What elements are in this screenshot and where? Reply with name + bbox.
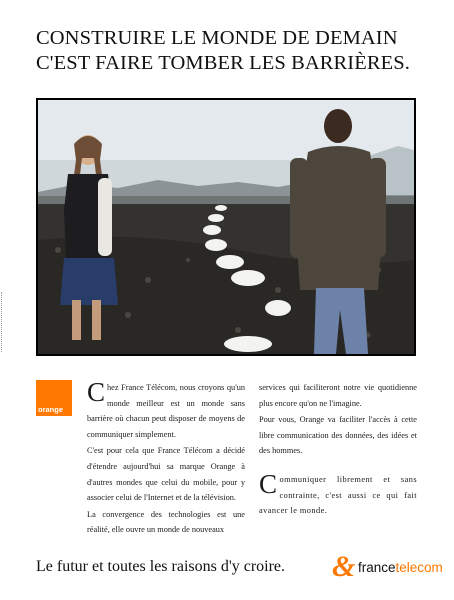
headline-line-1: CONSTRUIRE LE MONDE DE DEMAIN — [36, 27, 398, 49]
col1-paragraph-1-text: hez France Télécom, nous croyons qu'un monde meilleur est un monde sans barrière où chacun peut disposer de moyens de communiquer simplement. — [87, 383, 245, 439]
orange-logo — [36, 380, 72, 416]
col1-paragraph-3: La convergence des technologies est une réalité, elle ouvre un monde de nouveaux — [87, 509, 245, 535]
paragraph-spacer — [259, 460, 417, 472]
col2-paragraph-3 — [259, 468, 417, 519]
col1-paragraph-2: C'est pour cela que France Télécom a décidé d'étendre aujourd'hui sa marque Orange à d'autres mondes que celui du mobile, pour y associer celui de l'Internet et de la télévision. — [87, 446, 245, 503]
footer — [36, 550, 446, 583]
photo-frame — [36, 98, 416, 356]
headline-line-2: C'EST FAIRE TOMBER LES BARRIÈRES. — [36, 52, 410, 74]
col2-paragraph-2: Pour vous, Orange va faciliter l'accès à cette libre communication des données, des idées et des hommes. — [259, 415, 417, 456]
brand-france: france — [358, 560, 396, 575]
beach-photo — [38, 100, 414, 354]
ampersand-logo: & — [332, 550, 356, 583]
orange-logo-text: orange — [38, 405, 64, 414]
brand-telecom: telecom — [395, 560, 443, 575]
beach-illustration — [38, 100, 414, 354]
col1-paragraph-1 — [87, 377, 245, 442]
dropcap-c: C — [87, 377, 106, 407]
col2-paragraph-1: services qui faciliteront notre vie quotidienne plus encore qu'on ne l'imagine. — [259, 383, 417, 408]
body-column-2 — [259, 380, 417, 520]
france-telecom-wordmark — [358, 560, 443, 575]
dropcap-c-2: C — [259, 468, 278, 499]
tagline: Le futur et toutes les raisons d'y croire. — [36, 558, 286, 575]
side-margin-mark — [1, 292, 8, 352]
body-column-1 — [87, 377, 245, 539]
headline — [36, 26, 436, 76]
col2-paragraph-3-text: ommuniquer librement et sans contrainte, c'est aussi ce qui fait avancer le monde. — [259, 474, 417, 516]
